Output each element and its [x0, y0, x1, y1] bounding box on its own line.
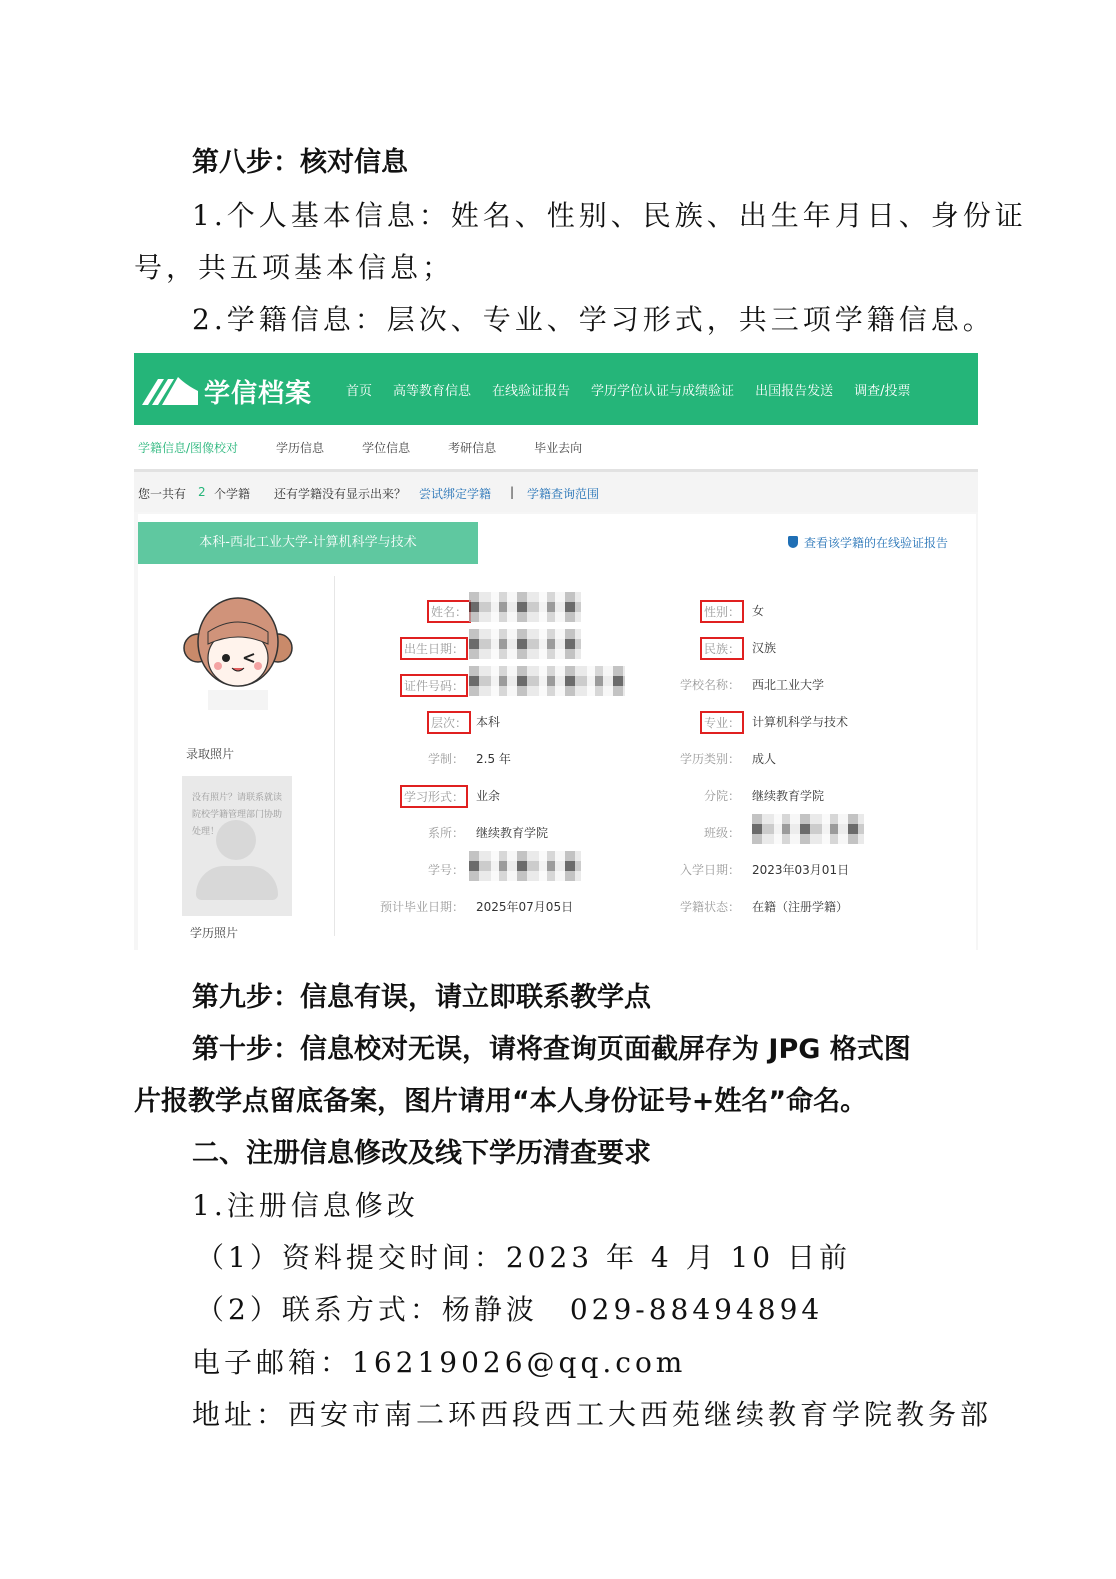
field-label-duration: 学制： — [427, 752, 464, 766]
count-suffix: 个学籍 — [214, 487, 251, 501]
verify-report-link[interactable] — [788, 534, 948, 551]
email-line: 电子邮箱：16219026@qq.com — [192, 1346, 687, 1379]
field-value-department: 继续教育学院 — [476, 826, 549, 840]
record-count-bar — [134, 472, 978, 512]
field-value-branch: 继续教育学院 — [752, 789, 825, 803]
nav-home[interactable]: 首页 — [346, 383, 373, 399]
field-label-student-id: 学号： — [427, 863, 464, 877]
step9: 第九步：信息有误，请立即联系教学点 — [192, 982, 651, 1013]
tab-education[interactable]: 学历信息 — [276, 441, 325, 455]
step8-item2: 2.学籍信息：层次、专业、学习形式，共三项学籍信息。 — [192, 303, 995, 336]
field-value-major: 计算机科学与技术 — [752, 715, 849, 729]
field-label-branch: 分院： — [703, 789, 740, 803]
logo-text: 学信档案 — [204, 379, 313, 409]
record-content — [134, 512, 978, 950]
column-divider — [334, 576, 335, 936]
nav-higher-education[interactable]: 高等教育信息 — [393, 383, 472, 399]
field-label-ethnicity: 民族： — [700, 637, 744, 660]
bind-record-link[interactable]: 尝试绑定学籍 — [419, 487, 492, 501]
redacted-class — [752, 814, 864, 844]
tab-enrollment[interactable]: 学籍信息/图像校对 — [138, 441, 239, 455]
redacted-birthdate — [469, 629, 581, 659]
section2-item1: 1.注册信息修改 — [192, 1189, 419, 1222]
person-body-icon — [196, 866, 278, 900]
missing-question: 还有学籍没有显示出来？ — [274, 487, 407, 501]
record-card — [138, 514, 976, 950]
record-count: 2 — [198, 485, 206, 499]
step8-title: 第八步：核对信息 — [192, 147, 408, 178]
field-label-birthdate: 出生日期： — [400, 637, 468, 660]
field-label-status: 学籍状态： — [679, 900, 740, 914]
step8-item1-line2: 号，共五项基本信息； — [134, 251, 455, 284]
count-prefix: 您一共有 — [138, 487, 187, 501]
record-title: 本科-西北工业大学-计算机科学与技术 — [138, 522, 478, 564]
field-value-school: 西北工业大学 — [752, 678, 825, 692]
field-label-id-number: 证件号码： — [400, 674, 468, 697]
contact-line: （2）联系方式：杨静波 029-88494894 — [196, 1293, 824, 1326]
field-label-education-type: 学历类别： — [679, 752, 740, 766]
step10-line2: 片报教学点留底备案，图片请用“本人身份证号+姓名”命名。 — [134, 1086, 868, 1117]
redacted-name — [469, 592, 581, 622]
field-value-gender: 女 — [752, 604, 765, 618]
field-value-level: 本科 — [476, 715, 501, 729]
field-label-study-mode: 学习形式： — [400, 785, 468, 808]
field-label-department: 系所： — [427, 826, 464, 840]
nav-overseas-report[interactable]: 出国报告发送 — [755, 383, 834, 399]
field-value-education-type: 成人 — [752, 752, 777, 766]
embedded-screenshot — [134, 353, 978, 950]
cartoon-avatar-photo — [178, 582, 298, 710]
degree-photo-placeholder — [182, 776, 292, 916]
field-value-expected-graduation: 2025年07月05日 — [476, 900, 574, 914]
deadline-line: （1）资料提交时间：2023 年 4 月 10 日前 — [196, 1241, 852, 1274]
field-label-name: 姓名： — [427, 600, 471, 623]
field-label-enrollment-date: 入学日期： — [679, 863, 740, 877]
field-label-gender: 性别： — [700, 600, 744, 623]
nav-online-verification[interactable]: 在线验证报告 — [492, 383, 571, 399]
field-label-expected-graduation: 预计毕业日期： — [379, 900, 464, 914]
no-photo-note: 没有照片？请联系就读院校学籍管理部门协助处理！ — [192, 793, 283, 837]
address-line: 地址：西安市南二环西段西工大西苑继续教育学院教务部 — [192, 1398, 993, 1431]
field-value-duration: 2.5 年 — [476, 752, 511, 766]
nav-survey[interactable]: 调查/投票 — [854, 383, 911, 399]
field-label-class: 班级： — [703, 826, 740, 840]
nav-degree-certification[interactable]: 学历学位认证与成绩验证 — [591, 383, 735, 399]
redacted-student-id — [469, 851, 581, 881]
field-label-major: 专业： — [700, 711, 744, 734]
shield-icon — [788, 536, 798, 548]
field-value-study-mode: 业余 — [476, 789, 501, 803]
logo-icon — [140, 371, 200, 409]
field-label-school: 学校名称： — [679, 678, 740, 692]
tab-graduation-destination[interactable]: 毕业去向 — [534, 441, 583, 455]
admission-photo-label: 录取照片 — [186, 747, 235, 761]
step8-item1-line1: 1.个人基本信息：姓名、性别、民族、出生年月日、身份证 — [192, 199, 1027, 232]
separator: | — [510, 485, 515, 499]
redacted-id-number — [469, 666, 625, 696]
field-value-status: 在籍（注册学籍） — [752, 900, 849, 914]
top-navigation-bar — [134, 353, 978, 425]
query-range-link[interactable]: 学籍查询范围 — [527, 487, 600, 501]
degree-photo-label: 学历照片 — [190, 926, 239, 940]
field-value-enrollment-date: 2023年03月01日 — [752, 863, 850, 877]
step10-line1: 第十步：信息校对无误，请将查询页面截屏存为 JPG 格式图 — [192, 1034, 911, 1065]
section2-title: 二、注册信息修改及线下学历清查要求 — [192, 1138, 651, 1169]
field-label-level: 层次： — [427, 711, 471, 734]
field-value-ethnicity: 汉族 — [752, 641, 777, 655]
sub-navigation — [134, 425, 978, 472]
tab-degree[interactable]: 学位信息 — [362, 441, 411, 455]
verify-report-label: 查看该学籍的在线验证报告 — [804, 536, 949, 550]
tab-postgraduate-exam[interactable]: 考研信息 — [448, 441, 497, 455]
